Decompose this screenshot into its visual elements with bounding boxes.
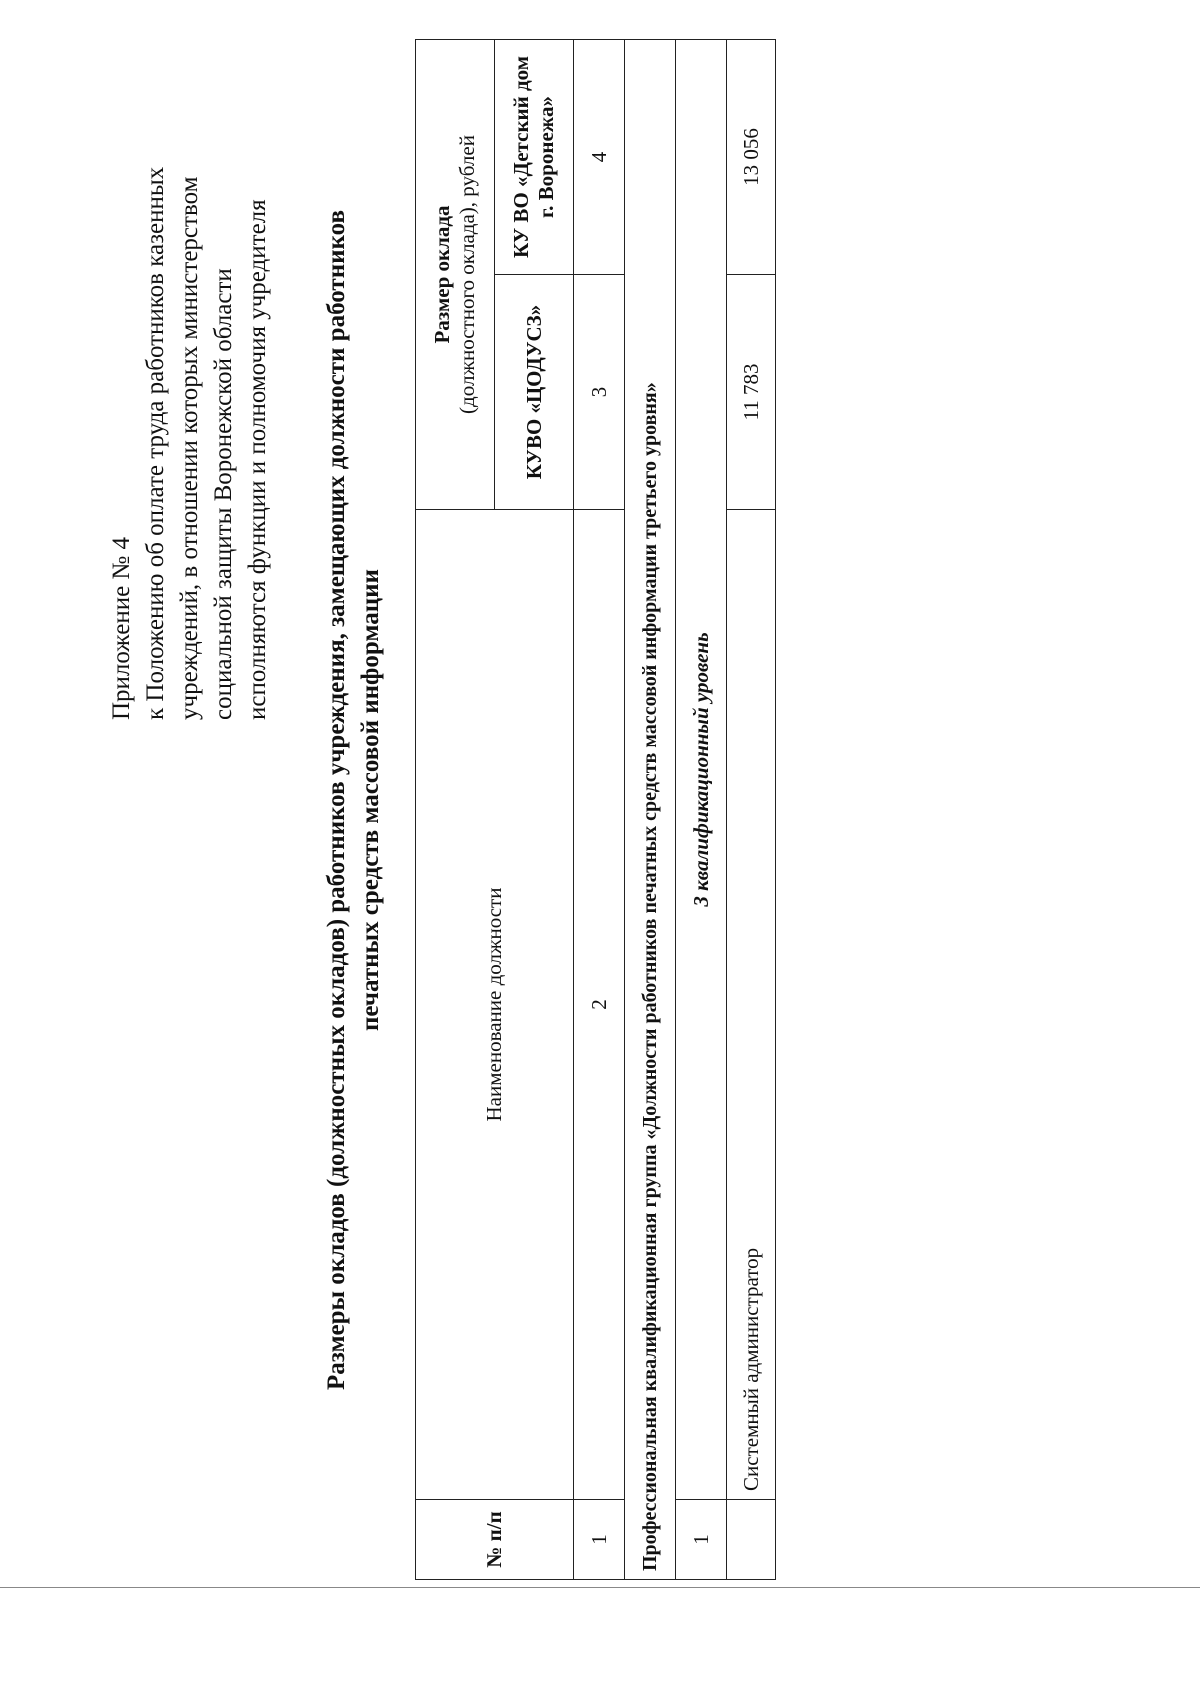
header-org2: КУ ВО «Детский дом г. Воронежа» <box>495 39 574 274</box>
row-org1-salary: 11 783 <box>727 275 776 510</box>
title-line: Размеры окладов (должностных окладов) работников учреждения, замещающих должности работников <box>323 210 350 1390</box>
appendix-line: к Положению об оплате труда работников казенных <box>142 166 169 720</box>
table-row <box>727 39 776 1579</box>
header-row <box>416 39 495 1579</box>
column-number: 1 <box>574 1500 625 1580</box>
column-number: 2 <box>574 510 625 1500</box>
row-org2-salary: 13 056 <box>727 39 776 274</box>
group-row <box>625 39 676 1579</box>
level-label: 3 квалификационный уровень <box>676 39 727 1499</box>
salary-table <box>415 39 776 1580</box>
row-position: Системный администратор <box>727 510 776 1500</box>
header-org1: КУВО «ЦОДУСЗ» <box>495 275 574 510</box>
level-row <box>676 39 727 1579</box>
rotated-document <box>85 20 985 1580</box>
header-salary <box>416 39 495 509</box>
document-title <box>320 20 388 1580</box>
column-numbers-row <box>574 39 625 1579</box>
row-num <box>727 1500 776 1580</box>
title-line: печатных средств массовой информации <box>357 569 384 1031</box>
appendix-header <box>105 30 275 720</box>
level-num: 1 <box>676 1500 727 1580</box>
header-num: № п/п <box>416 1500 574 1580</box>
header-salary-line: (должностного оклада), рублей <box>455 135 479 414</box>
header-position: Наименование должности <box>416 510 574 1500</box>
appendix-line: социальной защиты Воронежской области <box>210 268 237 720</box>
column-number: 3 <box>574 275 625 510</box>
appendix-line: исполняются функции и полномочия учредителя <box>244 199 271 720</box>
column-number: 4 <box>574 39 625 274</box>
scan-border-line <box>0 1587 1200 1588</box>
appendix-line: Приложение № 4 <box>108 536 135 720</box>
header-salary-line: Размер оклада <box>430 205 454 344</box>
appendix-line: учреждений, в отношении которых министерством <box>176 176 203 720</box>
group-label: Профессиональная квалификационная группа «Должности работников печатных средств массовой информации третьего уровня» <box>625 39 676 1579</box>
